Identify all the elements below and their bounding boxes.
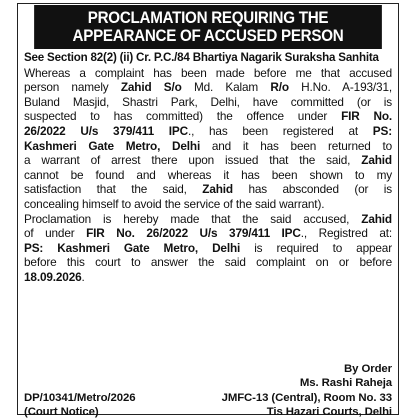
accused-name: Zahid	[202, 182, 233, 197]
text-fragment: Proclamation is hereby made that the said accused,	[24, 211, 362, 226]
notice-footer	[24, 362, 392, 420]
notice-title-banner	[34, 5, 382, 49]
accused-name: Zahid	[361, 211, 392, 226]
text-fragment: suspected to has committed) the offence under	[24, 109, 342, 124]
fir-number: 26/2022 U/s 379/411 IPC	[24, 123, 188, 138]
text-fragment: satisfaction that the said,	[24, 182, 203, 197]
officer-name: Ms. Rashi Raheja	[299, 377, 392, 390]
text-fragment: ., has been registered at	[187, 123, 373, 138]
by-order-label: By Order	[344, 363, 392, 375]
text-fragment: a warrant of arrest there upon issued that the said,	[24, 153, 362, 168]
text-fragment: person namely	[24, 80, 121, 95]
police-station-name: Kashmeri Gate Metro, Delhi	[24, 138, 201, 153]
text-fragment: Whereas a complaint has been made before me that accused	[24, 65, 392, 80]
fir-number: FIR No. 26/2022 U/s 379/411 IPC	[86, 226, 301, 241]
notice-title-line-2: APPEARANCE OF ACCUSED PERSON	[72, 26, 344, 45]
text-fragment: Buland Masjid, Shastri Park, Delhi, have committed (or is	[24, 94, 392, 109]
police-station-label: PS:	[372, 123, 392, 138]
text-fragment: and it has been returned to	[200, 138, 392, 153]
notice-body	[24, 51, 392, 285]
text-fragment: before this court to answer the said complaint on or before	[24, 255, 392, 270]
court-location: Tis Hazari Courts, Delhi	[266, 406, 392, 419]
fir-number-label: FIR No.	[341, 109, 393, 124]
text-fragment: S/o	[151, 80, 182, 95]
father-name: Md. Kalam	[181, 80, 271, 95]
paragraph-proclamation	[24, 212, 392, 285]
reference-number: DP/10341/Metro/2026	[24, 391, 136, 404]
accused-name: Zahid	[120, 80, 152, 95]
police-station-name: PS: Kashmeri Gate Metro, Delhi	[24, 240, 241, 255]
text-fragment: has absconded (or is	[233, 182, 392, 197]
paragraph-complaint	[24, 66, 392, 212]
appearance-date: 18.09.2026	[24, 269, 82, 284]
text-fragment: cannot be found and whereas it has been shown to my	[24, 167, 392, 182]
notice-title-line-1: PROCLAMATION REQUIRING THE	[87, 9, 329, 27]
text-fragment: R/o	[270, 80, 289, 95]
notice-type: (Court Notice)	[24, 406, 99, 419]
proclamation-notice	[17, 3, 399, 419]
text-fragment: .	[81, 269, 85, 284]
text-fragment: ., Registred at:	[300, 226, 392, 241]
accused-name: Zahid	[361, 153, 392, 168]
legal-section-reference: See Section 82(2) (ii) Cr. P.C./84 Bhartiya Nagarik Suraksha Sanhita	[24, 51, 379, 64]
court-name: JMFC-13 (Central), Room No. 33	[221, 391, 392, 404]
text-fragment: of under	[24, 226, 87, 241]
accused-address: H.No. A-193/31,	[288, 80, 392, 95]
text-fragment: concealing himself to avoid the service of the said warrant).	[24, 196, 325, 211]
text-fragment: is required to appear	[240, 240, 392, 255]
